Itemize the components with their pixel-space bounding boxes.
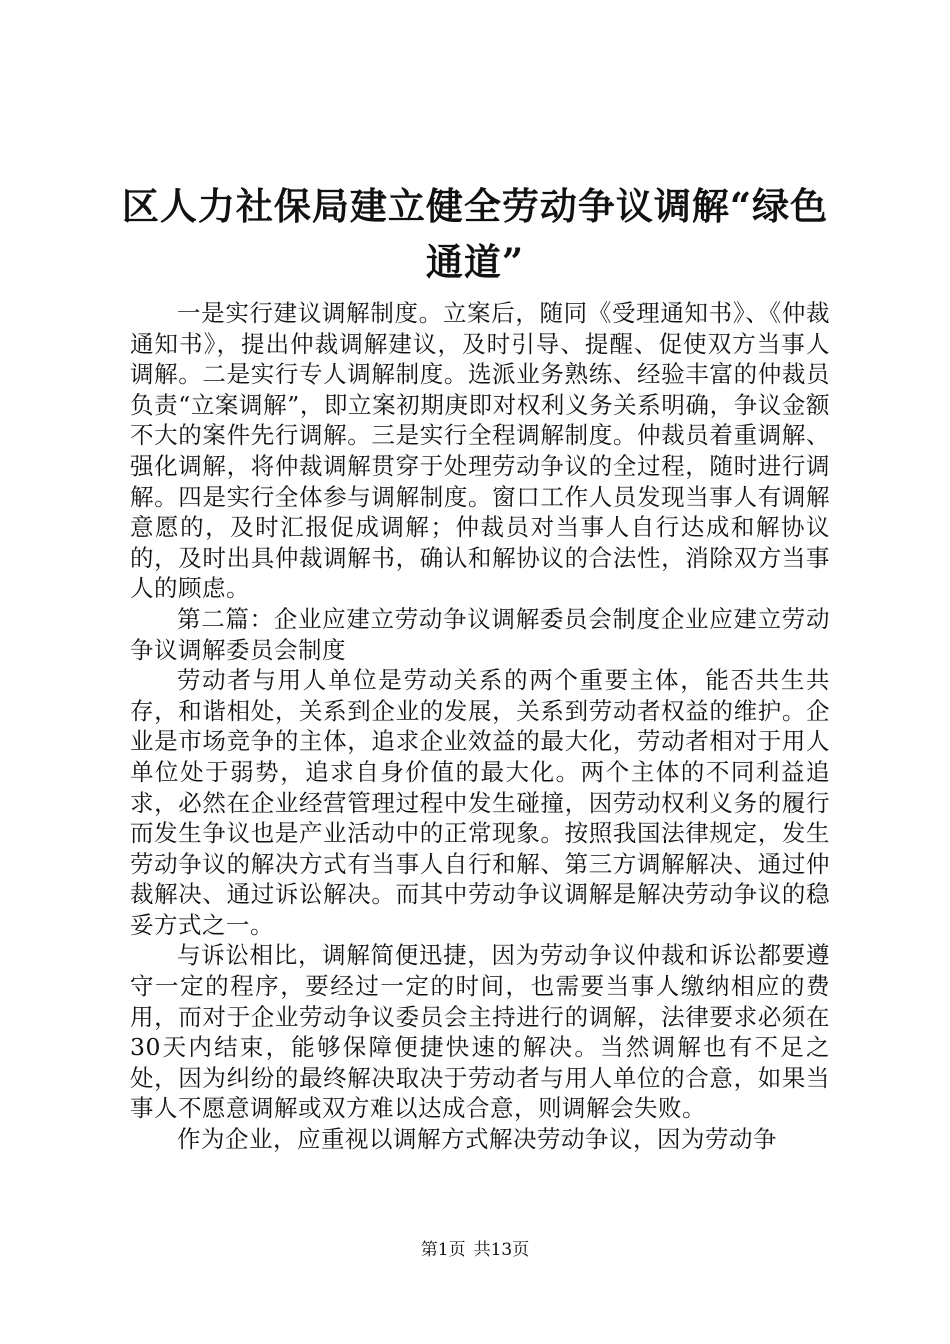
body-paragraph: 劳动者与用人单位是劳动关系的两个重要主体，能否共生共存，和谐相处，关系到企业的发展，关系到劳动者权益的维护。企业是市场竞争的主体，追求企业效益的最大化，劳动者相对于用人单位处于弱势，追求自身价值的最大化。两个主体的不同利益追求，必然在企业经营管理过程中发生碰撞，因劳动权利义务的履行而发生争议也是产业活动中的正常现象。按照我国法律规定，发生劳动争议的解决方式有当事人自行和解、第三方调解解决、通过仲裁解决、通过诉讼解决。而其中劳动争议调解是解决劳动争议的稳妥方式之一。 bbox=[130, 666, 830, 939]
document-body bbox=[130, 298, 830, 1155]
body-paragraph: 作为企业，应重视以调解方式解决劳动争议，因为劳动争 bbox=[177, 1125, 777, 1154]
body-paragraph: 与诉讼相比，调解简便迅捷，因为劳动争议仲裁和诉讼都要遵守一定的程序，要经过一定的时间，也需要当事人缴纳相应的费用，而对于企业劳动争议委员会主持进行的调解，法律要求必须在30天内结束，能够保障便捷快速的解决。当然调解也有不足之处，因为纠纷的最终解决取决于劳动者与用人单位的合意，如果当事人不愿意调解或双方难以达成合意，则调解会失败。 bbox=[130, 941, 830, 1123]
page-number: 第1页 bbox=[420, 1240, 466, 1260]
page-total: 共13页 bbox=[473, 1240, 530, 1260]
body-paragraph: 一是实行建议调解制度。立案后，随同《受理通知书》、《仲裁通知书》，提出仲裁调解建议，及时引导、提醒、促使双方当事人调解。二是实行专人调解制度。选派业务熟练、经验丰富的仲裁员负责“立案调解”，即立案初期庚即对权利义务关系明确，争议金额不大的案件先行调解。三是实行全程调解制度。仲裁员着重调解、强化调解，将仲裁调解贯穿于处理劳动争议的全过程，随时进行调解。四是实行全体参与调解制度。窗口工作人员发现当事人有调解意愿的，及时汇报促成调解；仲裁员对当事人自行达成和解协议的，及时出具仲裁调解书，确认和解协议的合法性，消除双方当事人的顾虑。 bbox=[130, 299, 830, 603]
section-heading: 第二篇：企业应建立劳动争议调解委员会制度企业应建立劳动争议调解委员会制度 bbox=[130, 604, 830, 664]
page-footer bbox=[0, 1238, 950, 1262]
document-title: 区人力社保局建立健全劳动争议调解“绿色通道” bbox=[121, 184, 829, 284]
